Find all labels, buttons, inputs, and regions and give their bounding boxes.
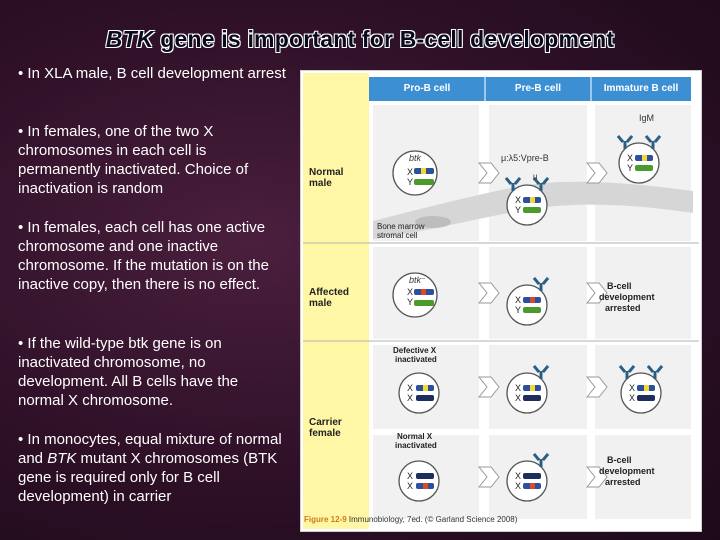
- svg-text:Y: Y: [407, 177, 414, 187]
- svg-text:X: X: [627, 153, 634, 163]
- bullet-1: • In XLA male, B cell development arrest: [18, 65, 286, 82]
- defective-x-label: Defective X inactivated: [393, 346, 437, 364]
- svg-text:X: X: [407, 287, 414, 297]
- stromal-label: Bone marrow stromal cell: [377, 222, 425, 240]
- row-label-normal: Normal male: [309, 167, 344, 189]
- cell-affected-prob: [393, 273, 437, 317]
- svg-text:X: X: [407, 383, 414, 393]
- svg-text:X: X: [407, 393, 414, 403]
- normal-x-label: Normal X inactivated: [395, 432, 437, 450]
- arrested-label-carrier: B-cell development arrested: [599, 455, 655, 487]
- figure-caption: Figure 12-9 Immunobiology, 7ed. (© Garland Science 2008): [304, 515, 518, 524]
- svg-text:Y: Y: [515, 305, 522, 315]
- mu-label: μ: [533, 172, 538, 181]
- svg-text:X: X: [515, 383, 522, 393]
- bullet-4: • If the wild-type btk gene is on inactivated chromosome, no development. All B cells have the normal X chromosome.: [18, 335, 239, 409]
- cell-carrier1-prob: [399, 373, 439, 413]
- svg-text:X: X: [629, 383, 636, 393]
- igm-label: IgM: [639, 113, 655, 123]
- header-preb: Pre-B cell: [514, 83, 562, 94]
- bullet-5: • In monocytes, equal mixture of normal and BTK mutant X chromosomes (BTK gene is required only for B cell development) in carrier: [18, 431, 282, 505]
- svg-text:Y: Y: [407, 297, 414, 307]
- preb-receptor-label: μ:λ5:Vpre-B: [501, 153, 549, 163]
- figure-panel: [300, 70, 702, 532]
- svg-text:X: X: [629, 393, 636, 403]
- header-prob: Pro-B cell: [403, 83, 451, 94]
- btk-label: btk: [409, 153, 422, 163]
- bullet-2: • In females, one of the two X chromosomes in each cell is permanently inactivated. Choice of inactivation is random: [18, 123, 249, 197]
- svg-text:X: X: [407, 481, 414, 491]
- row-label-affected: Affected male: [309, 287, 350, 309]
- svg-text:X: X: [515, 471, 522, 481]
- svg-text:X: X: [407, 471, 414, 481]
- row-label-carrier: Carrier female: [309, 417, 342, 439]
- slide-title: [0, 26, 720, 53]
- arrested-label-affected: B-cell development arrested: [599, 281, 655, 313]
- bullet-3: • In females, each cell has one active chromosome and one inactive chromosome. If the mutation is on the inactive copy, then there is no effect.: [18, 219, 269, 293]
- cell-carrier2-prob: [399, 461, 439, 501]
- svg-text:Y: Y: [515, 205, 522, 215]
- title-text: gene is important for B-cell development: [153, 26, 615, 52]
- svg-text:Y: Y: [627, 163, 634, 173]
- header-immature: Immature B cell: [603, 83, 679, 94]
- title-gene: BTK: [105, 26, 154, 52]
- svg-text:X: X: [515, 295, 522, 305]
- svg-text:X: X: [515, 481, 522, 491]
- svg-text:X: X: [407, 167, 414, 177]
- svg-text:X: X: [515, 393, 522, 403]
- svg-text:btk⁻: btk⁻: [409, 275, 426, 285]
- svg-text:X: X: [515, 195, 522, 205]
